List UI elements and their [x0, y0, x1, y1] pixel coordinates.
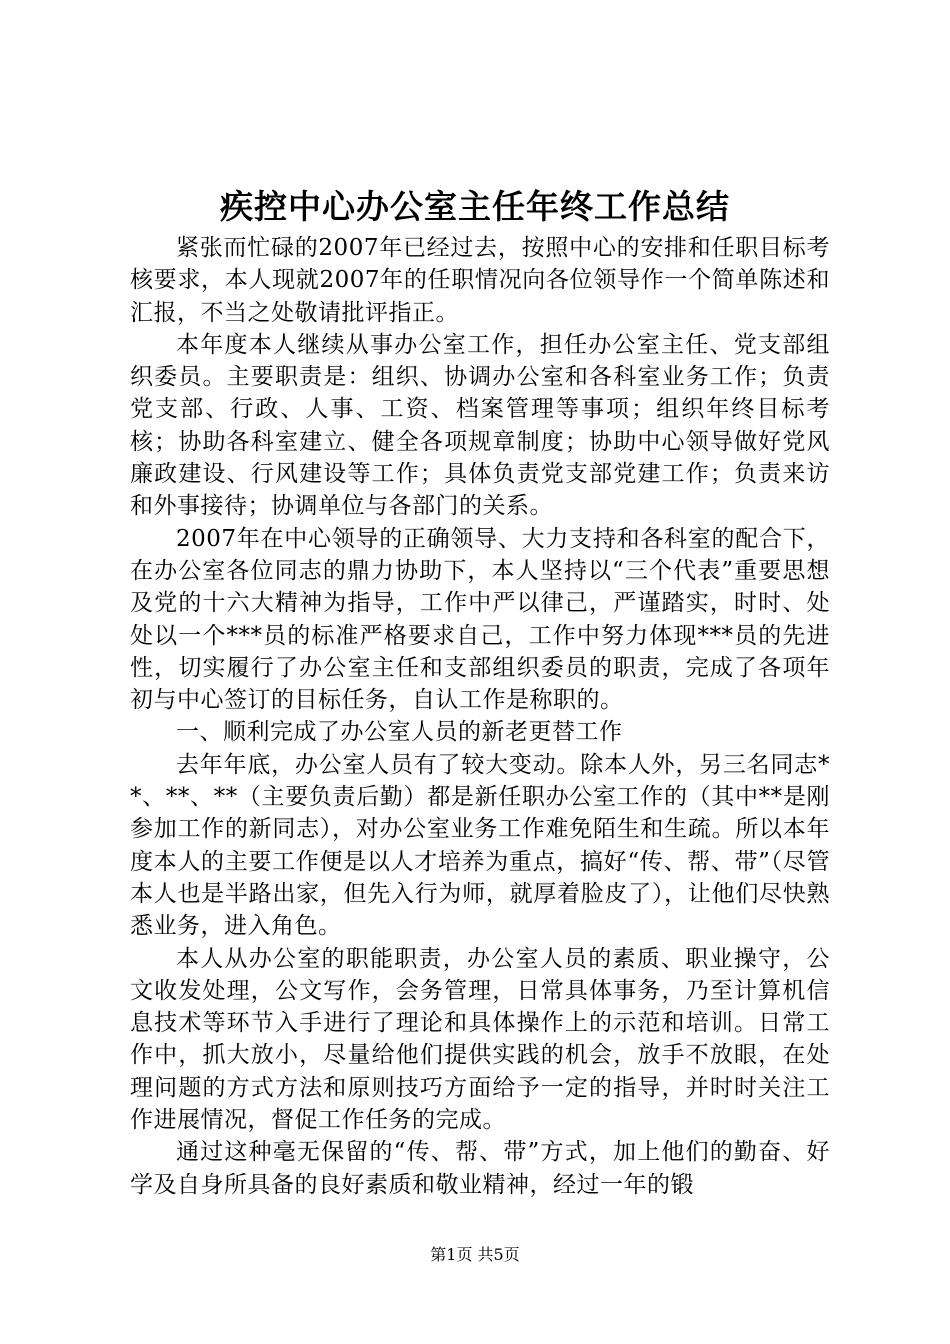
paragraph-result: 通过这种毫无保留的“传、帮、带”方式，加上他们的勤奋、好学及自身所具备的良好素质和敬业精神，经过一年的锻	[130, 1139, 830, 1198]
document-title: 疾控中心办公室主任年终工作总结	[220, 187, 730, 226]
paragraph-duties: 本年度本人继续从事办公室工作，担任办公室主任、党支部组织委员。主要职责是：组织、协调办公室和各科室业务工作；负责党支部、行政、人事、工资、档案管理等事项；组织年终目标考核；协助各科室建立、健全各项规章制度；协助中心领导做好党风廉政建设、行风建设等工作；具体负责党支部党建工作；负责来访和外事接待；协调单位与各部门的关系。	[130, 331, 830, 520]
document-body	[130, 232, 830, 1201]
paragraph-training: 本人从办公室的职能职责，办公室人员的素质、职业操守，公文收发处理，公文写作，会务管理，日常具体事务，乃至计算机信息技术等环节入手进行了理论和具体操作上的示范和培训。日常工作中，抓大放小，尽量给他们提供实践的机会，放手不放眼，在处理问题的方式方法和原则技巧方面给予一定的指导，并时时关注工作进展情况，督促工作任务的完成。	[130, 945, 830, 1134]
page-footer: 第1页 共5页	[430, 1245, 520, 1264]
section-heading-1: 一、顺利完成了办公室人员的新老更替工作	[176, 719, 623, 746]
paragraph-summary: 2007年在中心领导的正确领导、大力支持和各科室的配合下，在办公室各位同志的鼎力协助下，本人坚持以“三个代表”重要思想及党的十六大精神为指导，工作中严以律己，严谨踏实，时时、处处以一个***员的标准严格要求自己，工作中努力体现***员的先进性，切实履行了办公室主任和支部组织委员的职责，完成了各项年初与中心签订的目标任务，自认工作是称职的。	[130, 525, 830, 714]
paragraph-staff-change: 去年年底，办公室人员有了较大变动。除本人外，另三名同志**、**、**（主要负责后勤）都是新任职办公室工作的（其中**是刚参加工作的新同志），对办公室业务工作难免陌生和生疏。所以本年度本人的主要工作便是以人才培养为重点，搞好“传、帮、带”（尽管本人也是半路出家，但先入行为师，就厚着脸皮了），让他们尽快熟悉业务，进入角色。	[130, 751, 830, 940]
paragraph-intro: 紧张而忙碌的2007年已经过去，按照中心的安排和任职目标考核要求，本人现就2007年的任职情况向各位领导作一个简单陈述和汇报，不当之处敬请批评指正。	[130, 235, 830, 326]
